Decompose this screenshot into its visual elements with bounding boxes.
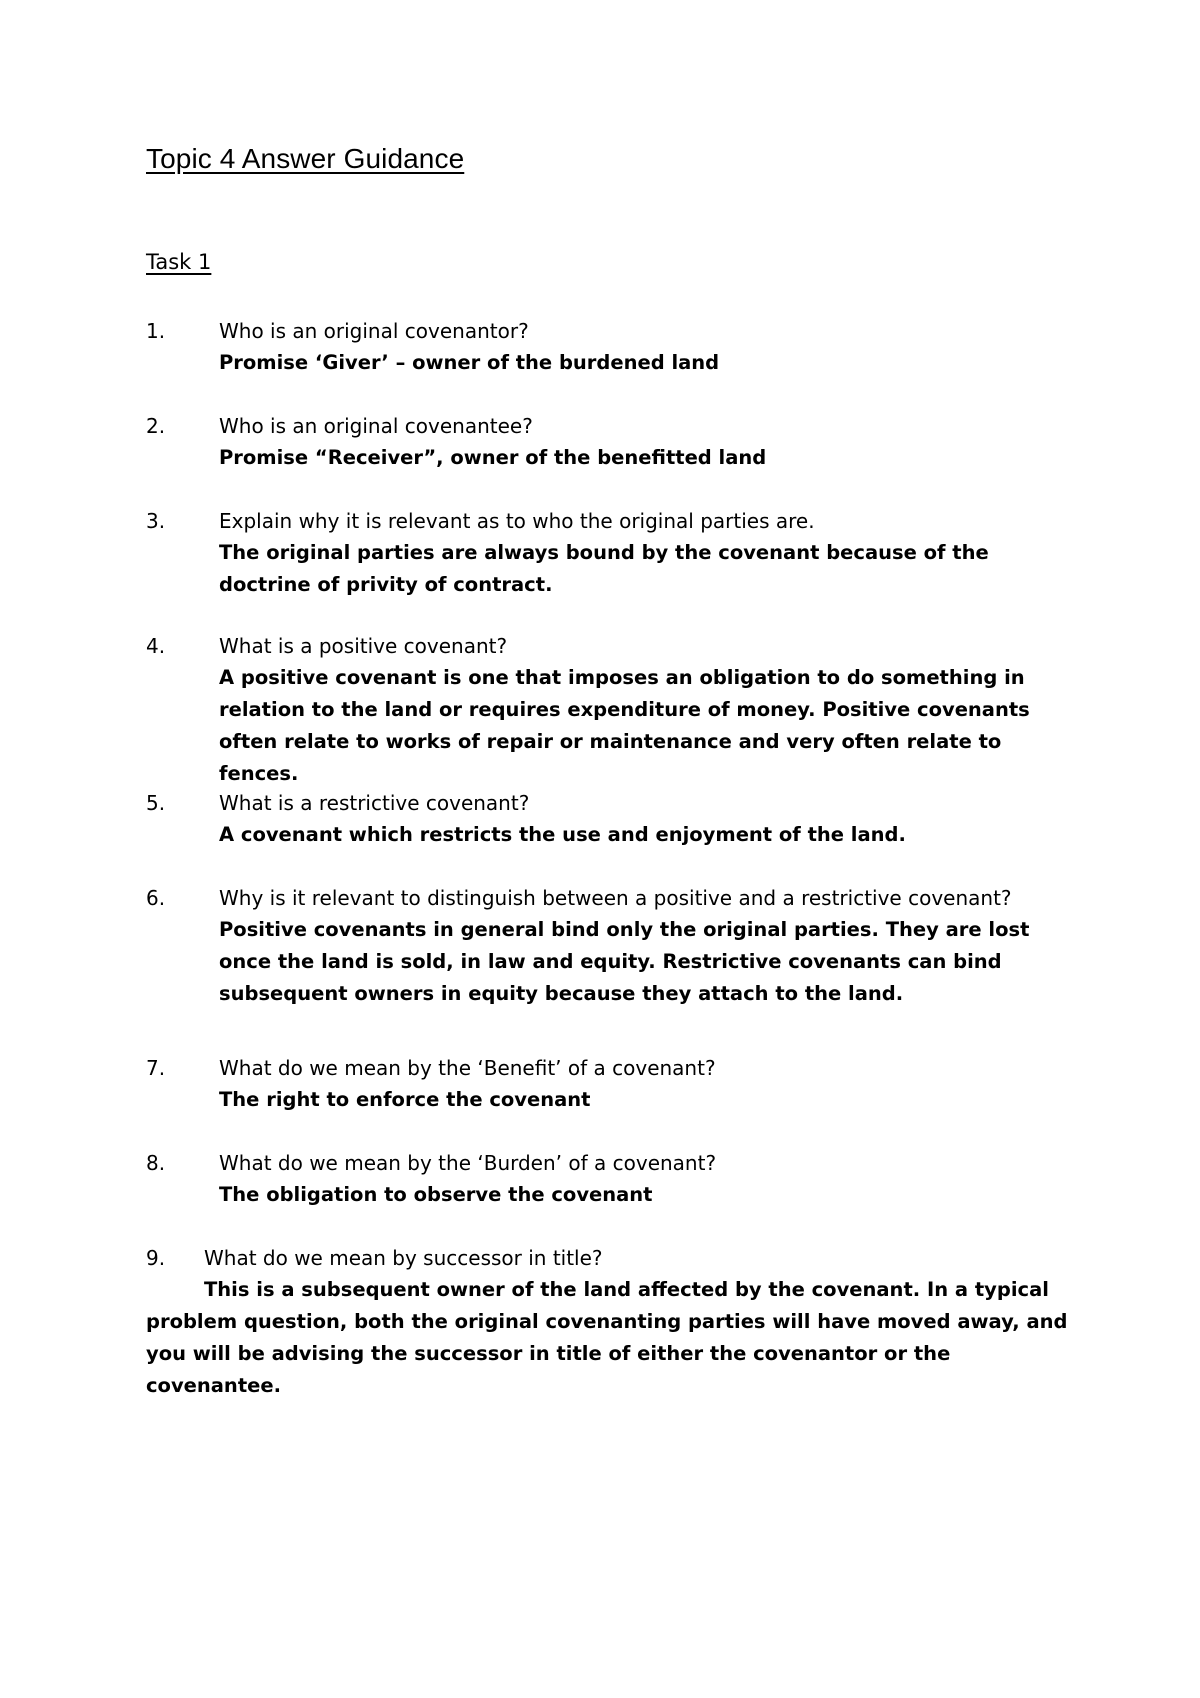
item-answer: A covenant which restricts the use and enjoyment of the land. xyxy=(219,823,906,846)
item-question: What is a positive covenant? xyxy=(219,634,508,658)
item-number: 9. xyxy=(146,1246,166,1270)
item-number: 3. xyxy=(146,509,166,533)
item-question: What is a restrictive covenant? xyxy=(219,791,530,815)
item-number: 2. xyxy=(146,414,166,438)
task-heading: Task 1 xyxy=(146,250,212,274)
item-answer: Positive covenants in general bind only the original parties. They are lost once the land is sold, in law and equity. Restrictive covenants can bind subsequent owners in equity because they attach to the land. xyxy=(219,918,1030,1005)
item-question: Explain why it is relevant as to who the original parties are. xyxy=(219,509,815,533)
item-number: 1. xyxy=(146,319,166,343)
item-answer: Promise ‘Giver’ – owner of the burdened land xyxy=(219,351,720,374)
item-question: Who is an original covenantee? xyxy=(219,414,533,438)
item-answer: The obligation to observe the covenant xyxy=(219,1183,653,1206)
item-answer: Promise “Receiver”, owner of the benefitted land xyxy=(219,446,767,469)
item-question: What do we mean by successor in title? xyxy=(204,1246,603,1270)
page-title: Topic 4 Answer Guidance xyxy=(146,143,465,174)
item-answer: A positive covenant is one that imposes an obligation to do something in relation to the land or requires expenditure of money. Positive covenants often relate to works of repair or maintenance and very often relate to fences. xyxy=(219,666,1030,785)
item-number: 6. xyxy=(146,886,166,910)
item-number: 7. xyxy=(146,1056,166,1080)
item-question: Who is an original covenantor? xyxy=(219,319,529,343)
item-number: 4. xyxy=(146,634,166,658)
item-question: What do we mean by the ‘Burden’ of a covenant? xyxy=(219,1151,717,1175)
item-question: What do we mean by the ‘Benefit’ of a covenant? xyxy=(219,1056,716,1080)
item-number: 8. xyxy=(146,1151,166,1175)
item-question: Why is it relevant to distinguish between a positive and a restrictive covenant? xyxy=(219,886,1012,910)
item-answer: The right to enforce the covenant xyxy=(219,1088,591,1111)
item-answer: This is a subsequent owner of the land affected by the covenant. In a typical problem question, both the original covenanting parties will have moved away, and you will be advising the successor in title of either the covenantor or the covenantee. xyxy=(146,1278,1068,1397)
item-number: 5. xyxy=(146,791,166,815)
item-answer: The original parties are always bound by the covenant because of the doctrine of privity of contract. xyxy=(219,541,989,596)
